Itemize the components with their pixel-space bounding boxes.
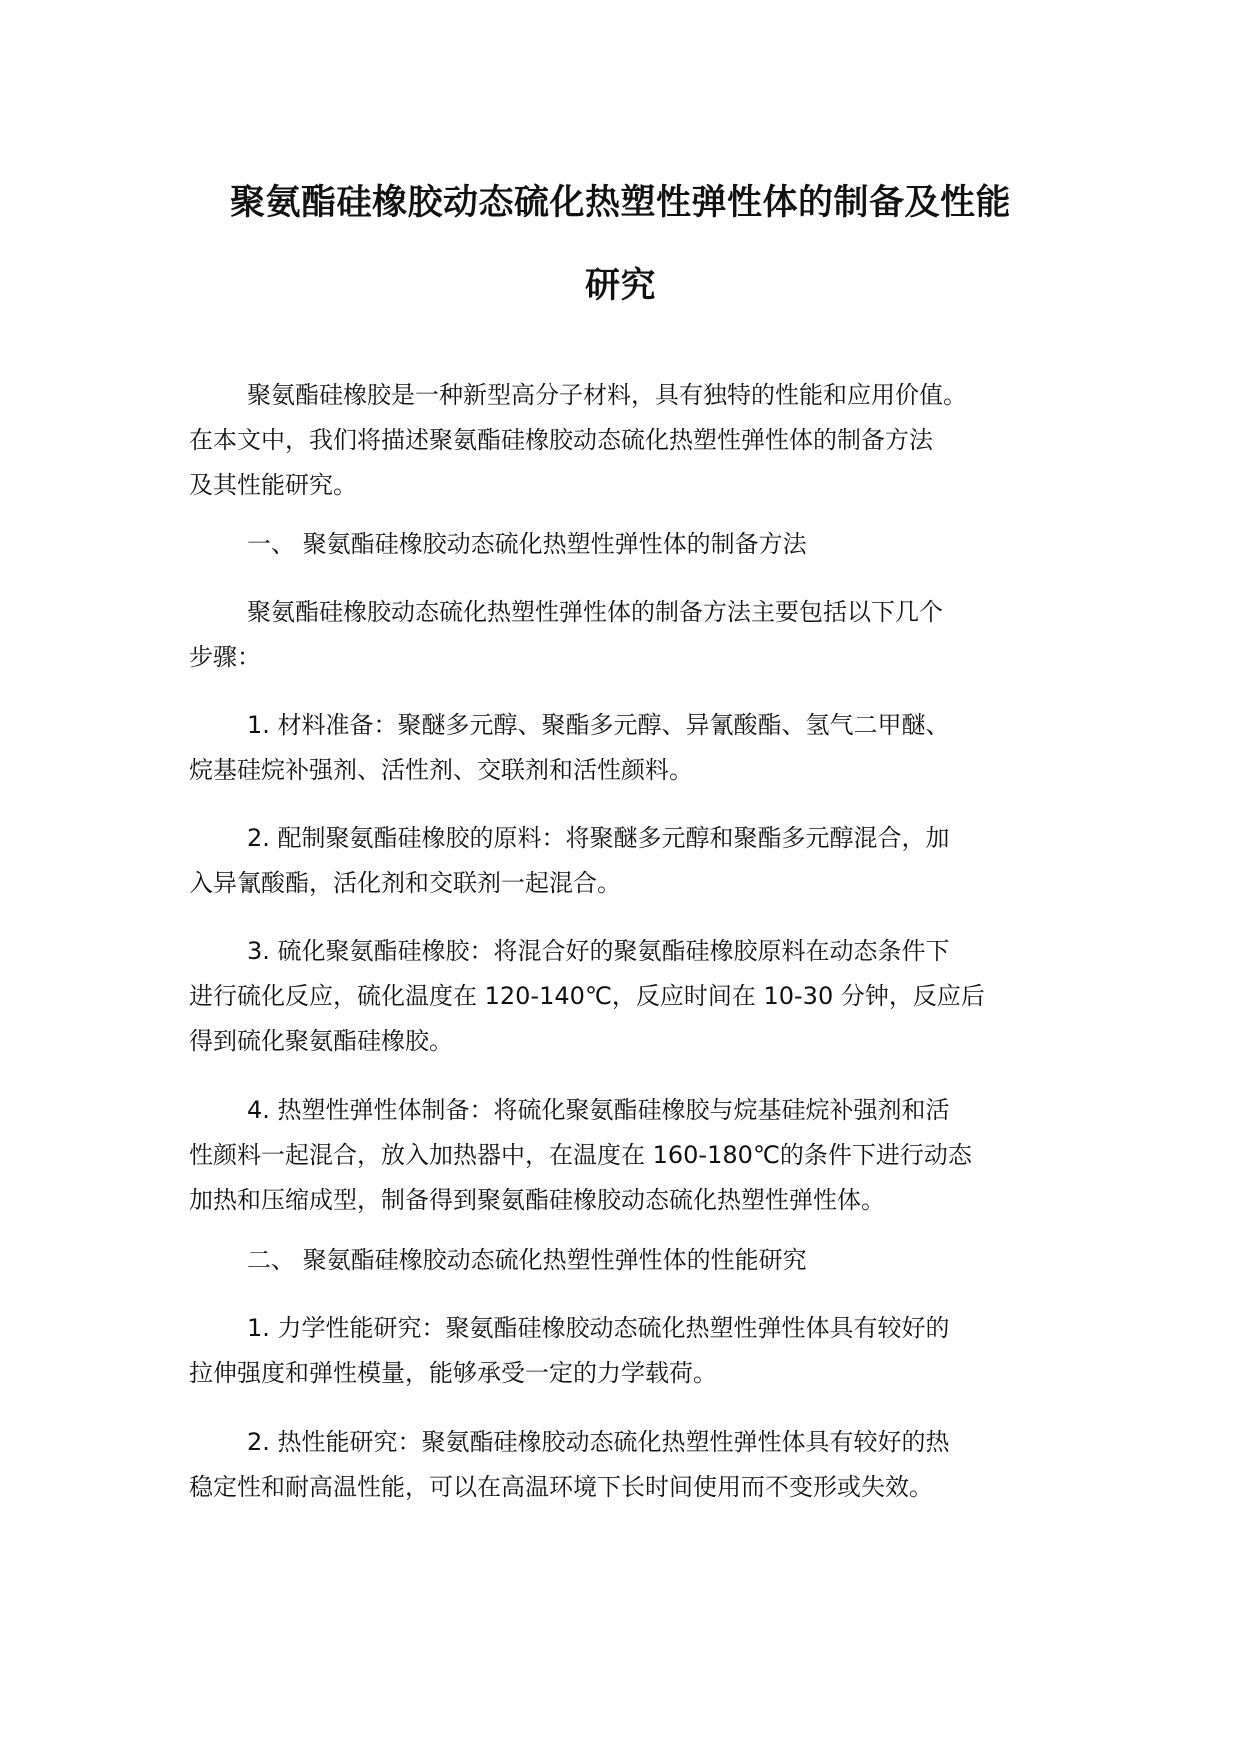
paragraph-line: 拉伸强度和弹性模量，能够承受一定的力学载荷。 [189, 1359, 717, 1387]
paragraph-line: 3. 硫化聚氨酯硅橡胶：将混合好的聚氨酯硅橡胶原料在动态条件下 [247, 937, 950, 965]
paragraph-line: 加热和压缩成型，制备得到聚氨酯硅橡胶动态硫化热塑性弹性体。 [189, 1186, 885, 1214]
preparation-step-3 [189, 929, 1069, 1064]
paragraph-line: 进行硫化反应，硫化温度在 120-140℃，反应时间在 10-30 分钟，反应后 [189, 982, 985, 1010]
section-heading-preparation [189, 522, 1069, 567]
paragraph-line: 4. 热塑性弹性体制备：将硫化聚氨酯硅橡胶与烷基硅烷补强剂和活 [247, 1096, 950, 1124]
paragraph-line: 聚氨酯硅橡胶动态硫化热塑性弹性体的制备方法主要包括以下几个 [247, 598, 943, 626]
paragraph-line: 及其性能研究。 [189, 471, 357, 499]
preparation-step-4 [189, 1088, 1069, 1223]
document-title-line-2: 研究 [584, 266, 656, 306]
paragraph-line: 性颜料一起混合，放入加热器中，在温度在 160-180℃的条件下进行动态 [189, 1141, 972, 1169]
paragraph-line: 烷基硅烷补强剂、活性剂、交联剂和活性颜料。 [189, 756, 693, 784]
paragraph-line: 1. 材料准备：聚醚多元醇、聚酯多元醇、异氰酸酯、氢气二甲醚、 [247, 711, 950, 739]
preparation-step-2 [189, 816, 1069, 906]
paragraph-line: 得到硫化聚氨酯硅橡胶。 [189, 1027, 453, 1055]
paragraph-line: 步骤： [189, 643, 261, 671]
paragraph-line: 2. 热性能研究：聚氨酯硅橡胶动态硫化热塑性弹性体具有较好的热 [247, 1428, 950, 1456]
document-title-line-1: 聚氨酯硅橡胶动态硫化热塑性弹性体的制备及性能 [229, 183, 1011, 223]
performance-item-1 [189, 1306, 1069, 1396]
paragraph-line: 入异氰酸酯，活化剂和交联剂一起混合。 [189, 869, 621, 897]
intro-paragraph [189, 373, 1069, 508]
section-heading-performance [189, 1238, 1069, 1283]
paragraph-line: 稳定性和耐高温性能，可以在高温环境下长时间使用而不变形或失效。 [189, 1473, 933, 1501]
section-heading-text: 一、 聚氨酯硅橡胶动态硫化热塑性弹性体的制备方法 [247, 530, 807, 558]
paragraph-line: 在本文中，我们将描述聚氨酯硅橡胶动态硫化热塑性弹性体的制备方法 [189, 426, 933, 454]
paragraph-line: 1. 力学性能研究：聚氨酯硅橡胶动态硫化热塑性弹性体具有较好的 [247, 1314, 950, 1342]
paragraph-line: 聚氨酯硅橡胶是一种新型高分子材料，具有独特的性能和应用价值。 [247, 381, 967, 409]
performance-item-2 [189, 1420, 1069, 1510]
paragraph-line: 2. 配制聚氨酯硅橡胶的原料：将聚醚多元醇和聚酯多元醇混合，加 [247, 824, 950, 852]
preparation-intro-paragraph [189, 590, 1069, 680]
section-heading-text: 二、 聚氨酯硅橡胶动态硫化热塑性弹性体的性能研究 [247, 1246, 807, 1274]
preparation-step-1 [189, 703, 1069, 793]
